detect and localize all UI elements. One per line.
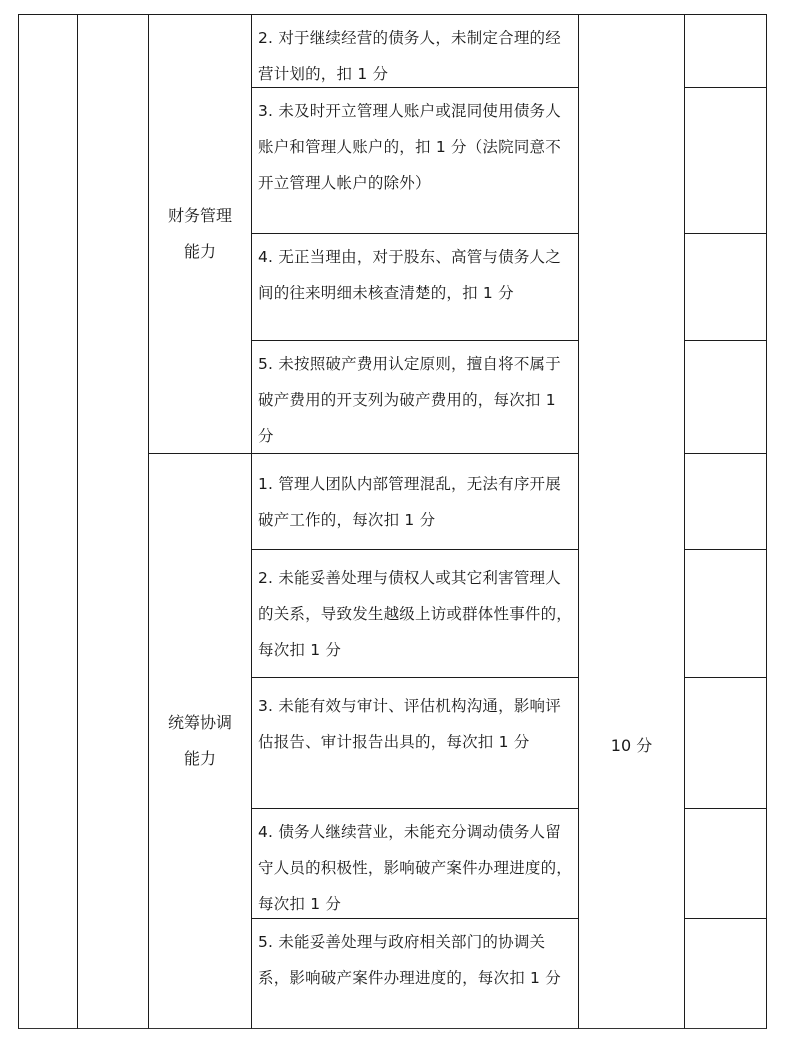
result-cell (684, 549, 767, 677)
criterion-item: 3. 未能有效与审计、评估机构沟通，影响评估报告、审计报告出具的，每次扣 1 分 (251, 677, 578, 808)
criterion-item: 5. 未能妥善处理与政府相关部门的协调关系，影响破产案件办理进度的，每次扣 1 分 (251, 918, 578, 1029)
empty-col-2-cell (77, 14, 148, 1029)
category-financial-management (148, 14, 251, 453)
result-cell (684, 233, 767, 340)
result-cell (684, 677, 767, 808)
criterion-item: 2. 未能妥善处理与债权人或其它利害管理人的关系，导致发生越级上访或群体性事件的，每次扣 1 分 (251, 549, 578, 677)
criterion-item: 4. 无正当理由，对于股东、高管与债务人之间的往来明细未核查清楚的，扣 1 分 (251, 233, 578, 340)
criterion-item: 3. 未及时开立管理人账户或混同使用债务人账户和管理人账户的，扣 1 分（法院同意不开立管理人帐户的除外） (251, 87, 578, 233)
empty-col-1-cell (18, 14, 77, 1029)
criterion-item: 5. 未按照破产费用认定原则，擅自将不属于破产费用的开支列为破产费用的，每次扣 1 分 (251, 340, 578, 453)
category-coordination (148, 453, 251, 1029)
result-cell (684, 87, 767, 233)
result-cell (684, 918, 767, 1029)
category-label-line-1: 财务管理 (167, 206, 232, 225)
criterion-item: 4. 债务人继续营业，未能充分调动债务人留守人员的积极性，影响破产案件办理进度的，每次扣 1 分 (251, 808, 578, 918)
category-label-line-2: 能力 (183, 749, 216, 768)
score-cell (578, 14, 684, 1029)
result-cell (684, 808, 767, 918)
result-cell (684, 14, 767, 87)
criterion-item: 1. 管理人团队内部管理混乱，无法有序开展破产工作的，每次扣 1 分 (251, 453, 578, 549)
scoring-table (18, 14, 767, 1029)
score-value: 10 分 (610, 736, 653, 755)
category-label-line-2: 能力 (183, 242, 216, 261)
criterion-item: 2. 对于继续经营的债务人，未制定合理的经营计划的，扣 1 分 (251, 14, 578, 87)
result-cell (684, 453, 767, 549)
result-cell (684, 340, 767, 453)
category-label-line-1: 统筹协调 (167, 713, 232, 732)
